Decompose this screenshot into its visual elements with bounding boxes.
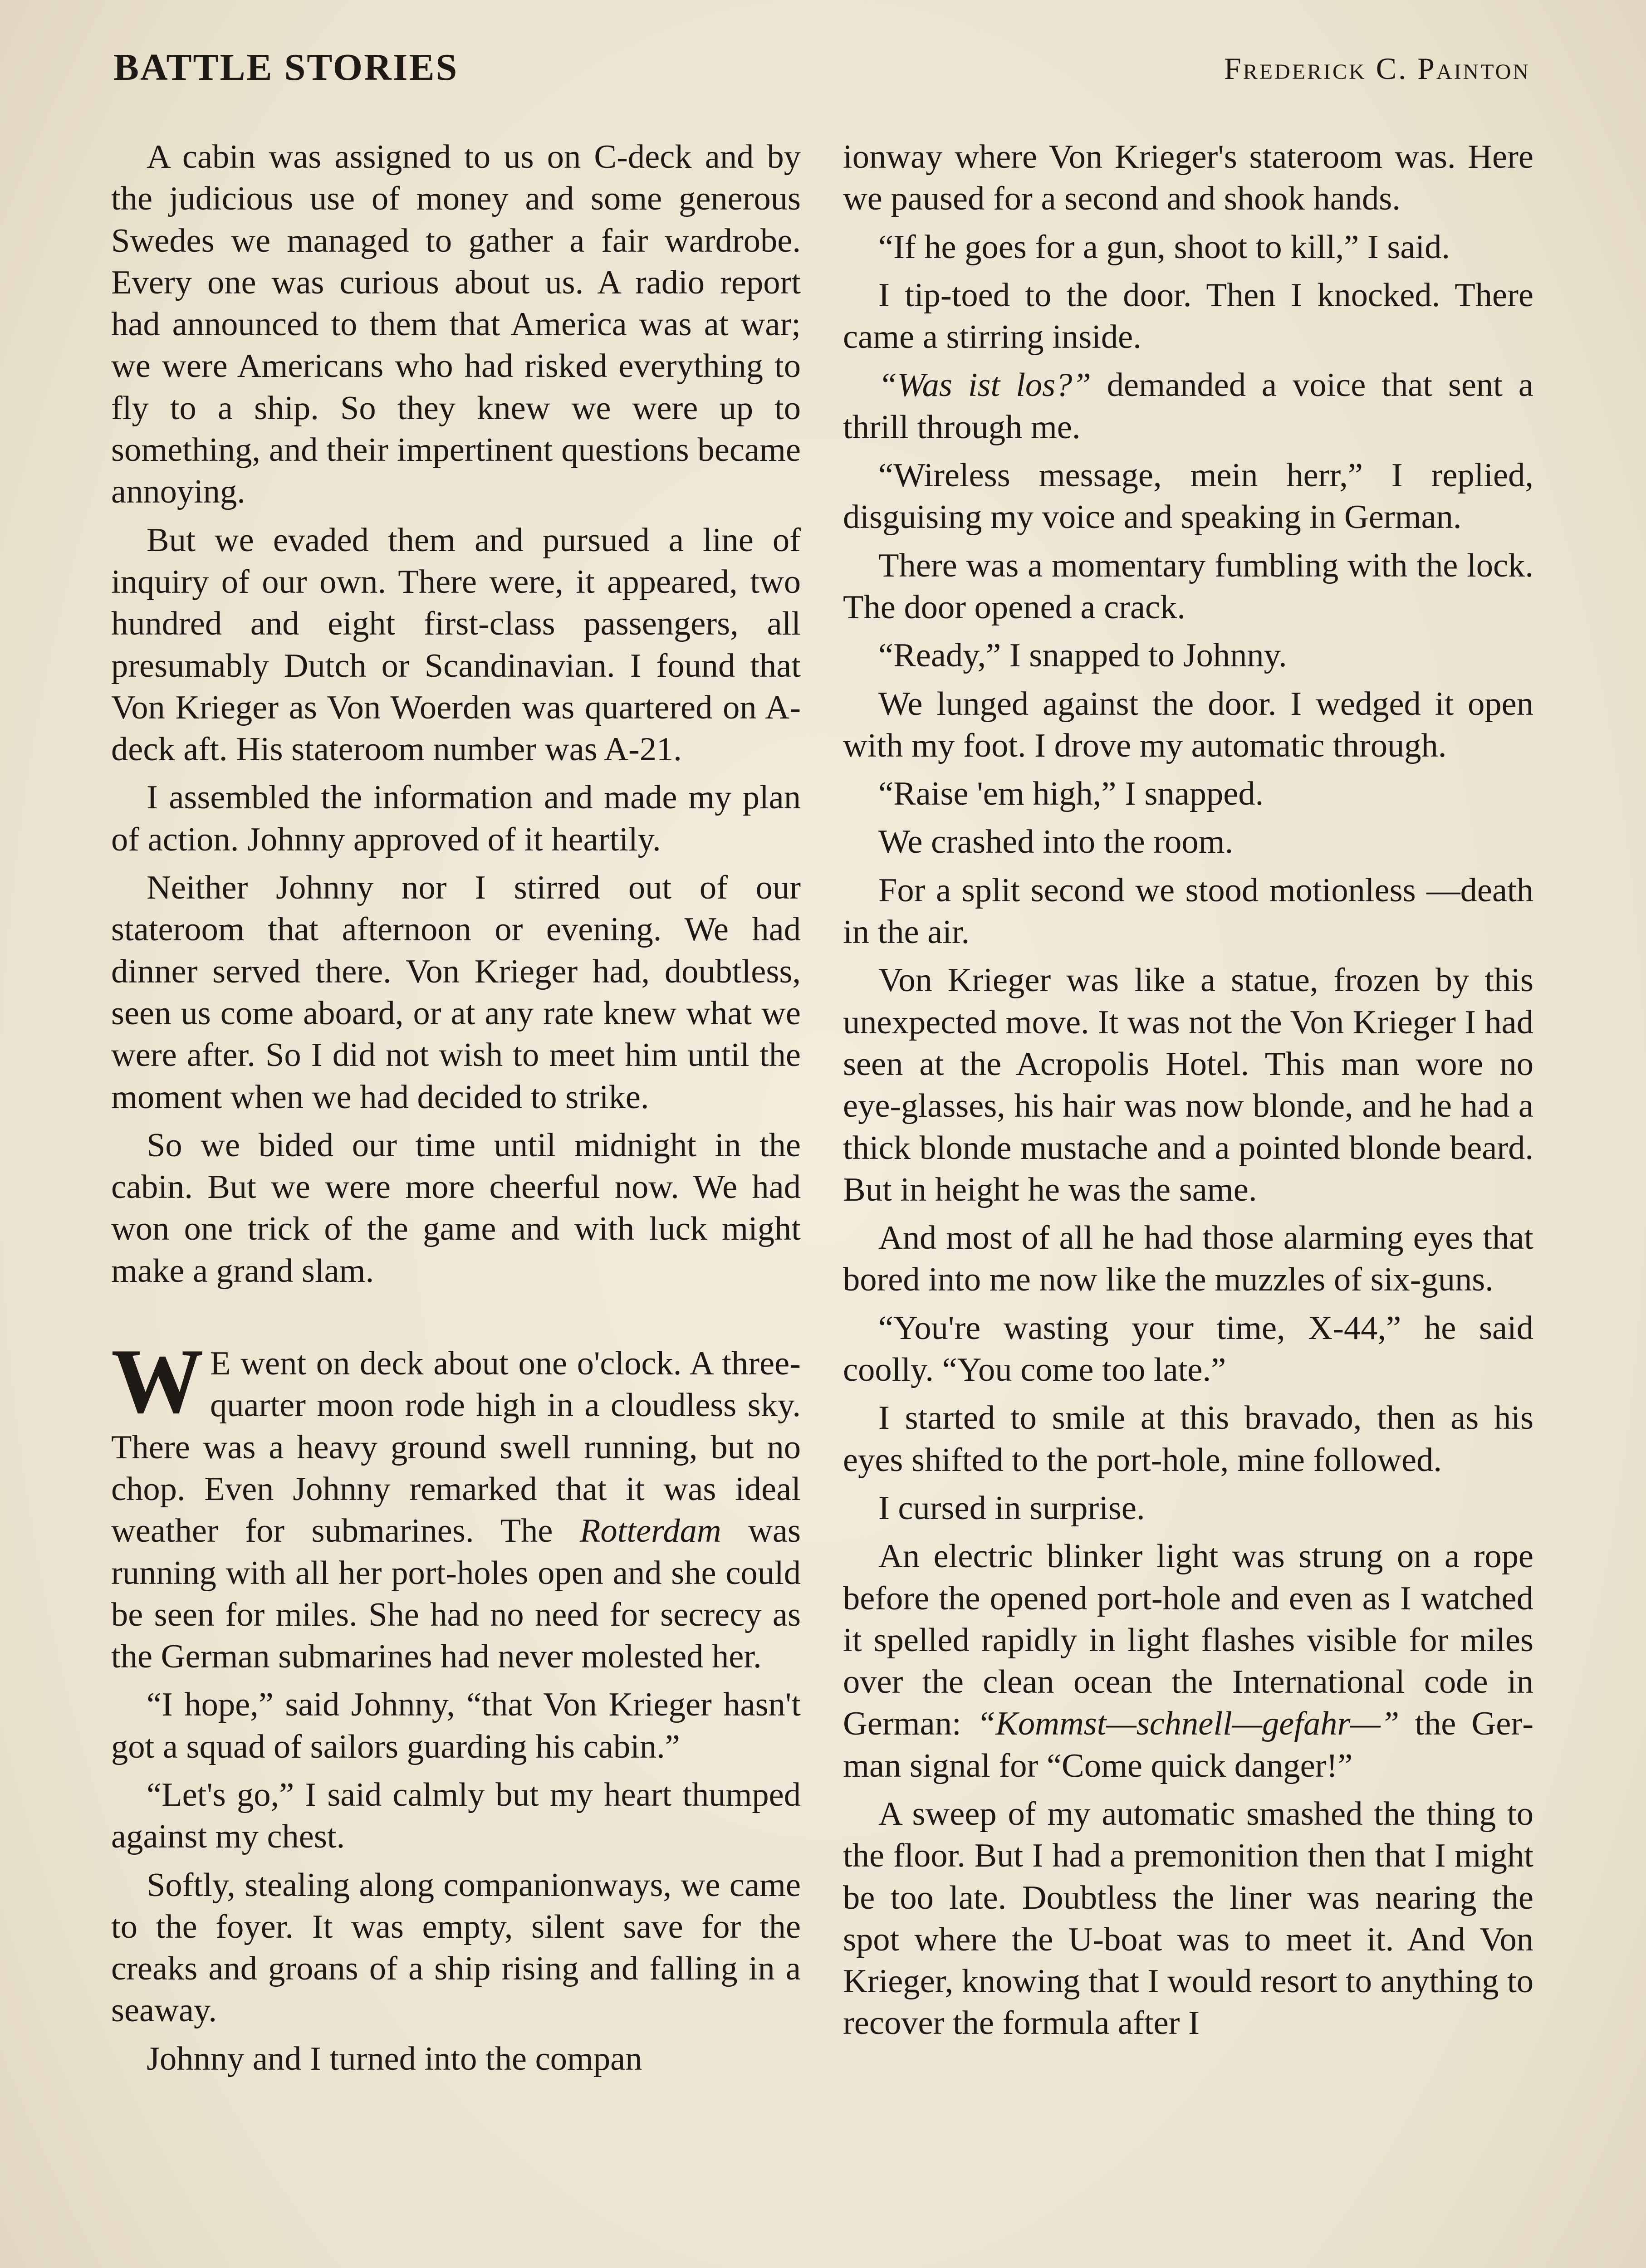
paragraph: “I hope,” said Johnny, “that Von Krieger hasn't got a squad of sailors guarding his cabin.” <box>111 1686 801 1765</box>
paragraph: “You're wasting your time, X-44,” he said coolly. “You come too late.” <box>843 1309 1533 1389</box>
paragraph: A cabin was assigned to us on C-deck and by the judicious use of money and some generous Swedes we managed to gather a fair wardrobe. Every one was curious about us. A radio report had announced to them that America was at war; we were Americans who had risked everything to fly to a ship. So they knew we were up to something, and their impertinent questions became annoying. <box>111 138 801 511</box>
paragraph: “If he goes for a gun, shoot to kill,” I said. <box>878 228 1450 266</box>
paragraph: “Let's go,” I said calmly but my heart thumped against my chest. <box>111 1776 801 1856</box>
paragraph <box>843 364 1533 448</box>
paragraph: We crashed into the room. <box>878 823 1234 861</box>
paragraph <box>843 1535 1533 1787</box>
paragraph: I tip-toed to the door. Then I knocked. There came a stirring inside. <box>843 276 1533 356</box>
paragraph: We lunged against the door. I wedged it open with my foot. I drove my automatic through. <box>843 685 1533 764</box>
text-run: demanded a voice that sent a thrill through me. <box>843 367 1533 446</box>
paragraph: “Raise 'em high,” I snapped. <box>878 775 1264 813</box>
section-opening-paragraph <box>111 1330 801 1677</box>
ship-name: Rotterdam <box>579 1512 721 1550</box>
paragraph: “Ready,” I snapped to Johnny. <box>878 637 1287 675</box>
paragraph: And most of all he had those alarming eyes that bored into me now like the muzzles of six-guns. <box>843 1219 1533 1299</box>
german-question: “Was ist los?” <box>878 367 1091 404</box>
continued-paragraph: ionway where Von Krieger's stateroom was. Here we paused for a second and shook hands. <box>843 138 1533 218</box>
paragraph: “Wireless message, mein herr,” I replied, disguising my voice and speaking in German. <box>843 457 1533 536</box>
paragraph: But we evaded them and pursued a line of inquiry of our own. There were, it appeared, two hundred and eight first-class passengers, all presumably Dutch or Scandinavian. I found that Von Krieger as Von Woerden was quartered on A-deck aft. His stateroom number was A-21. <box>111 521 801 768</box>
text-run: was running with all her port-holes open and she could be seen for miles. She had no need for secrecy as the German submarines had never molested her. <box>111 1512 801 1676</box>
magazine-title: BATTLE STORIES <box>113 46 459 88</box>
drop-cap: W <box>111 1330 204 1433</box>
paragraph: A sweep of my automatic smashed the thing to the floor. But I had a premonition then that I might be too late. Doubtless the liner was nearing the spot where the U-boat was to meet it. And Von Krieger, knowing that I would resort to anything to recover the formula after I <box>843 1795 1533 2042</box>
paragraph: Softly, stealing along companionways, we came to the foyer. It was empty, silent save for the creaks and groans of a ship rising and falling in a seaway. <box>111 1866 801 2029</box>
text-run: E went on deck about one o'clock. A three-quarter moon rode high in a cloudless sky. There was a heavy ground swell running, but no chop. Even Johnny remarked that it was ideal weather for submarines. The <box>111 1345 801 1550</box>
left-column <box>111 136 801 2086</box>
paragraph: I assembled the information and made my plan of action. Johnny approved of it heartily. <box>111 779 801 858</box>
paragraph: Von Krieger was like a statue, frozen by this unexpected move. It was not the Von Krieger I had seen at the Acropolis Hotel. This man wore no eye-glasses, his hair was now blonde, and he had a thick blonde mustache and a pointed blonde beard. But in height he was the same. <box>843 962 1533 1208</box>
paragraph: I started to smile at this bravado, then as his eyes shifted to the port-hole, mine followed. <box>843 1399 1533 1479</box>
paragraph: For a split second we stood motionless —death in the air. <box>843 871 1533 951</box>
paragraph: I cursed in surprise. <box>878 1489 1145 1527</box>
author-name: Frederick C. Painton <box>1224 51 1530 86</box>
right-column <box>843 136 1533 2051</box>
paragraph: So we bided our time until midnight in the cabin. But we were more cheerful now. We had won one trick of the game and with luck might make a grand slam. <box>111 1126 801 1290</box>
text-run: An electric blinker light was strung on a rope before the opened port-hole and even as I watched it spelled rapidly in light flashes visible for miles over the clean ocean the International code in German: <box>843 1538 1533 1743</box>
german-signal: “Kommst—schnell—gefahr—” <box>976 1705 1400 1743</box>
text-run: the German signal for “Come quick danger!” <box>843 1705 1533 1784</box>
paragraph: Johnny and I turned into the compan <box>147 2040 642 2077</box>
paragraph: Neither Johnny nor I stirred out of our stateroom that afternoon or evening. We had dinner served there. Von Krieger had, doubtless, seen us come aboard, or at any rate knew what we were after. So I did not wish to meet him until the moment when we had decided to strike. <box>111 869 801 1116</box>
paragraph: There was a momentary fumbling with the lock. The door opened a crack. <box>843 547 1533 626</box>
